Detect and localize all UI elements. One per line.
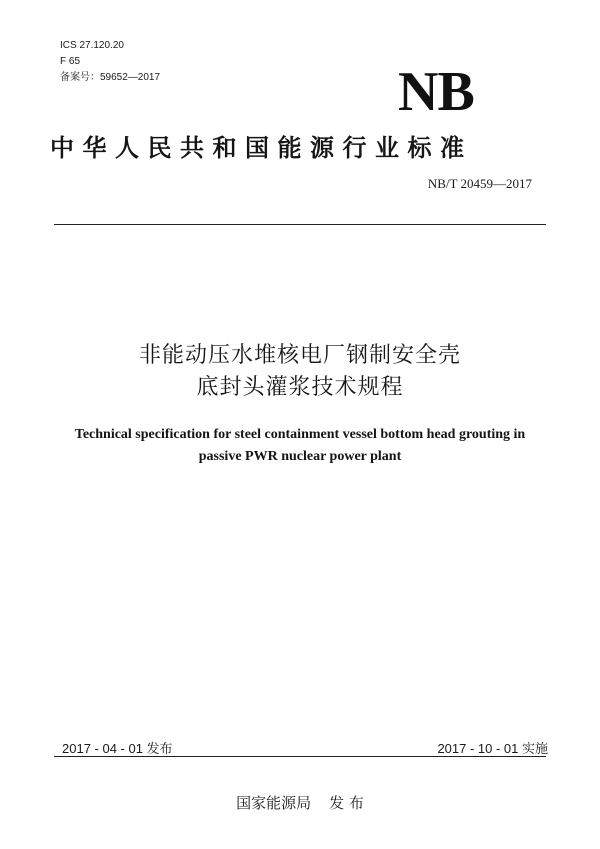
ics-code: ICS 27.120.20 — [60, 40, 124, 51]
industry-standard-title: 中华人民共和国能源行业标准 — [50, 134, 473, 162]
english-title — [20, 424, 580, 468]
category-code: F 65 — [60, 56, 81, 67]
footer-divider — [54, 756, 546, 757]
chinese-title-line-2: 底封头灌浆技术规程 — [196, 375, 404, 400]
english-title-line-2: passive PWR nuclear power plant — [198, 449, 402, 464]
english-title-line-1: Technical specification for steel containment vessel bottom head grouting in — [74, 427, 526, 442]
effective-date: 2017 - 10 - 01 实施 — [437, 741, 548, 756]
standard-number: NB/T 20459—2017 — [427, 176, 532, 191]
chinese-title-line-1: 非能动压水堆核电厂钢制安全壳 — [138, 343, 461, 368]
record-number: 备案号：59652—2017 — [60, 72, 161, 83]
header-divider — [54, 224, 546, 225]
chinese-title — [40, 340, 560, 404]
nb-logo: NB — [398, 61, 474, 123]
standard-meta — [60, 38, 160, 86]
publisher — [100, 792, 500, 813]
publisher-action: 发 布 — [329, 794, 364, 812]
issue-date: 2017 - 04 - 01 发布 — [62, 741, 173, 756]
publisher-name: 国家能源局 — [236, 794, 312, 812]
